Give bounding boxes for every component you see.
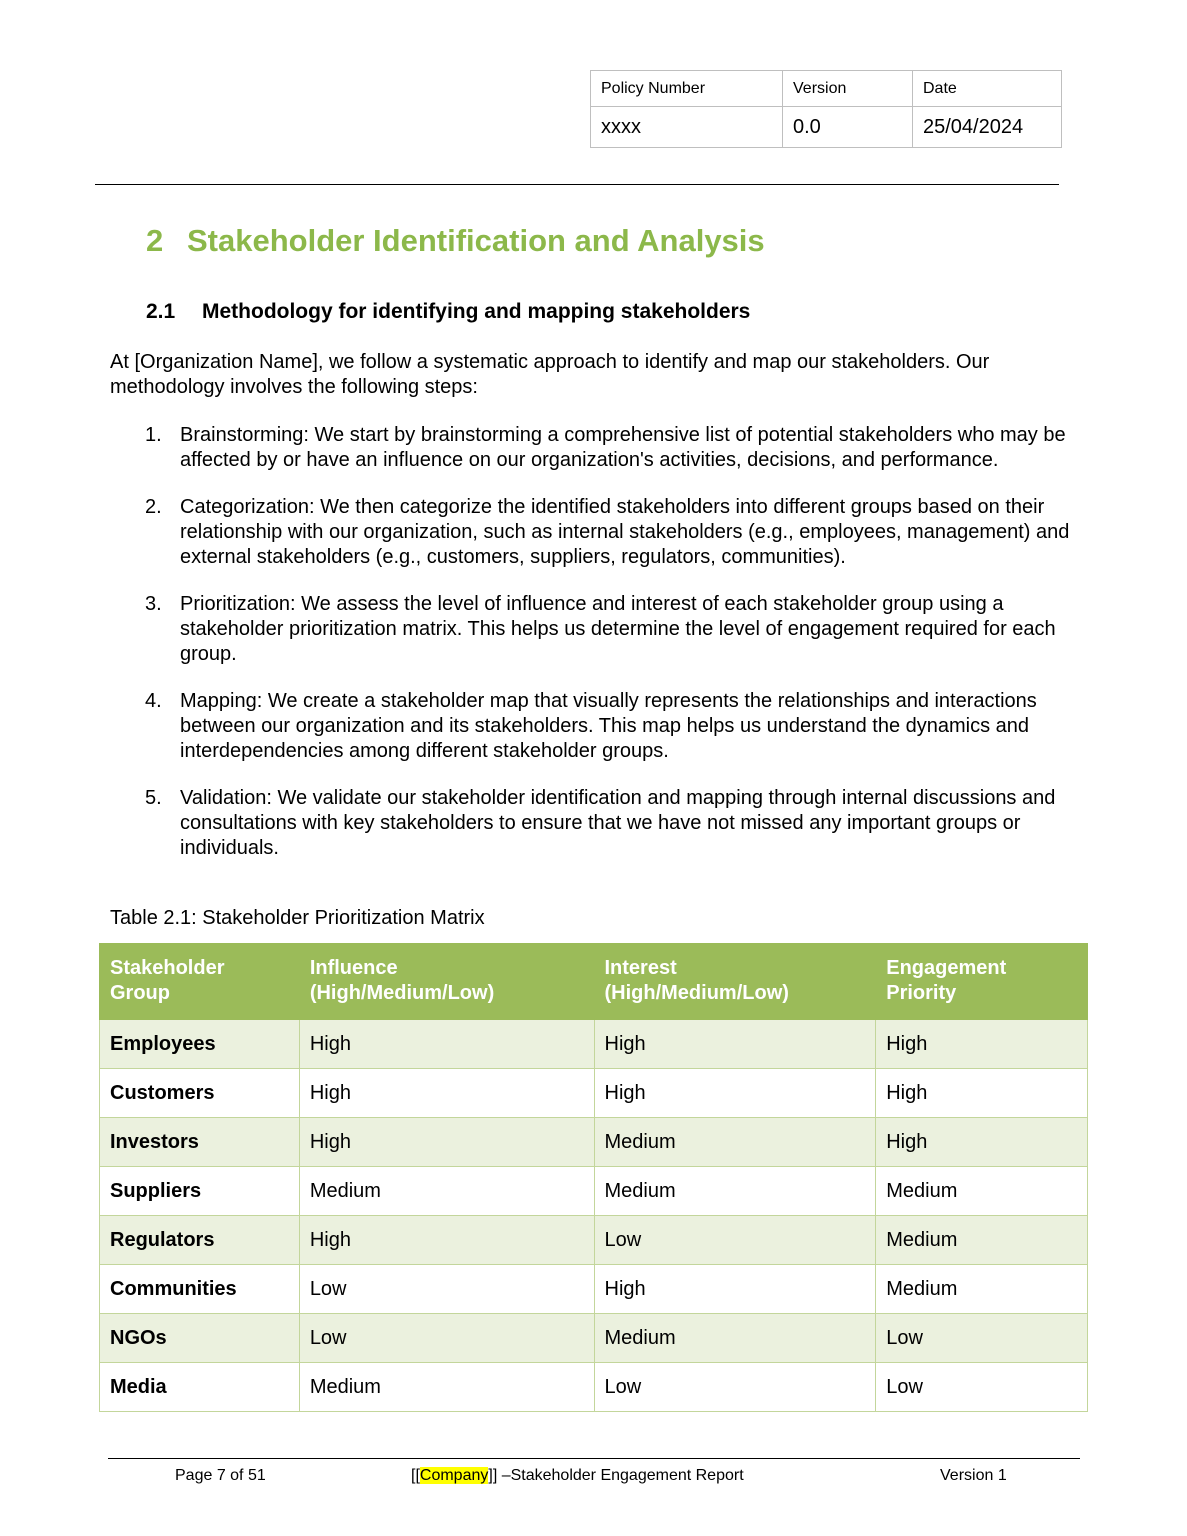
table-row	[100, 1069, 1088, 1118]
priority-cell: Medium	[876, 1167, 1088, 1216]
table-row	[100, 1020, 1088, 1069]
step-text: Categorization: We then categorize the identified stakeholders into different groups based on their relationship with our organization, such as internal stakeholders (e.g., employees, management) and external stakeholders (e.g., customers, suppliers, regulators, communities).	[180, 496, 1070, 568]
step-text: Validation: We validate our stakeholder identification and mapping through internal discussions and consultations with key stakeholders to ensure that we have not missed any important groups or individuals.	[180, 787, 1056, 859]
stakeholder-group-cell: Regulators	[100, 1216, 300, 1265]
steps-list	[110, 423, 1080, 883]
column-header-influence: Influence (High/Medium/Low)	[299, 944, 594, 1020]
stakeholder-group-cell: Investors	[100, 1118, 300, 1167]
subsection-title: Methodology for identifying and mapping stakeholders	[202, 300, 751, 323]
column-header-priority: Engagement Priority	[876, 944, 1088, 1020]
step-number: 4.	[145, 690, 162, 712]
priority-cell: High	[876, 1020, 1088, 1069]
table-caption: Table 2.1: Stakeholder Prioritization Matrix	[110, 907, 485, 929]
subsection-number: 2.1	[146, 300, 176, 323]
influence-cell: Medium	[299, 1167, 594, 1216]
footer-report-title: [[Company]] –Stakeholder Engagement Report	[411, 1467, 744, 1484]
column-header-group: Stakeholder Group	[100, 944, 300, 1020]
intro-paragraph: At [Organization Name], we follow a systematic approach to identify and map our stakeholders. Our methodology involves the following steps:	[110, 351, 990, 398]
policy-number-label: Policy Number	[591, 71, 783, 107]
influence-cell: Low	[299, 1265, 594, 1314]
influence-cell: Medium	[299, 1363, 594, 1412]
stakeholder-group-cell: NGOs	[100, 1314, 300, 1363]
interest-cell: Low	[594, 1216, 876, 1265]
step-number: 1.	[145, 424, 162, 446]
company-placeholder: Company	[419, 1467, 489, 1484]
influence-cell: High	[299, 1118, 594, 1167]
section-heading	[146, 223, 765, 259]
priority-cell: Low	[876, 1314, 1088, 1363]
priority-cell: Low	[876, 1363, 1088, 1412]
date-value: 25/04/2024	[913, 107, 1062, 148]
list-item	[110, 689, 1080, 764]
influence-cell: Low	[299, 1314, 594, 1363]
page-number: Page 7 of 51	[175, 1467, 266, 1484]
table-row	[100, 1118, 1088, 1167]
stakeholder-group-cell: Customers	[100, 1069, 300, 1118]
prioritization-matrix-table	[99, 943, 1088, 1412]
list-item	[110, 495, 1080, 570]
interest-cell: High	[594, 1265, 876, 1314]
interest-cell: Low	[594, 1363, 876, 1412]
priority-cell: High	[876, 1118, 1088, 1167]
step-number: 2.	[145, 496, 162, 518]
interest-cell: Medium	[594, 1314, 876, 1363]
header-divider	[95, 184, 1059, 185]
step-number: 5.	[145, 787, 162, 809]
influence-cell: High	[299, 1069, 594, 1118]
date-label: Date	[913, 71, 1062, 107]
column-header-interest: Interest (High/Medium/Low)	[594, 944, 876, 1020]
section-title: Stakeholder Identification and Analysis	[187, 223, 765, 258]
subsection-heading	[146, 300, 750, 324]
step-number: 3.	[145, 593, 162, 615]
interest-cell: Medium	[594, 1167, 876, 1216]
policy-number-value: xxxx	[591, 107, 783, 148]
table-row	[100, 1167, 1088, 1216]
influence-cell: High	[299, 1020, 594, 1069]
section-number: 2	[146, 223, 164, 258]
interest-cell: High	[594, 1020, 876, 1069]
priority-cell: Medium	[876, 1265, 1088, 1314]
footer-divider	[108, 1458, 1080, 1459]
stakeholder-group-cell: Suppliers	[100, 1167, 300, 1216]
table-header-row	[100, 944, 1088, 1020]
list-item	[110, 592, 1080, 667]
version-label: Version	[783, 71, 913, 107]
stakeholder-group-cell: Employees	[100, 1020, 300, 1069]
stakeholder-group-cell: Communities	[100, 1265, 300, 1314]
step-text: Prioritization: We assess the level of influence and interest of each stakeholder group using a stakeholder prioritization matrix. This helps us determine the level of engagement required for each group.	[180, 593, 1056, 665]
list-item	[110, 786, 1080, 861]
table-row	[100, 1363, 1088, 1412]
list-item	[110, 423, 1080, 473]
step-text: Brainstorming: We start by brainstorming a comprehensive list of potential stakeholders who may be affected by or have an influence on our organization's activities, decisions, and performance.	[180, 424, 1066, 471]
table-row	[100, 1314, 1088, 1363]
interest-cell: Medium	[594, 1118, 876, 1167]
table-row	[100, 1216, 1088, 1265]
influence-cell: High	[299, 1216, 594, 1265]
policy-info-table	[590, 70, 1062, 148]
priority-cell: High	[876, 1069, 1088, 1118]
version-value: 0.0	[783, 107, 913, 148]
step-text: Mapping: We create a stakeholder map that visually represents the relationships and interactions between our organization and its stakeholders. This map helps us understand the dynamics and interdependencies among different stakeholder groups.	[180, 690, 1037, 762]
priority-cell: Medium	[876, 1216, 1088, 1265]
table-row	[100, 1265, 1088, 1314]
stakeholder-group-cell: Media	[100, 1363, 300, 1412]
footer-version: Version 1	[940, 1467, 1007, 1484]
interest-cell: High	[594, 1069, 876, 1118]
